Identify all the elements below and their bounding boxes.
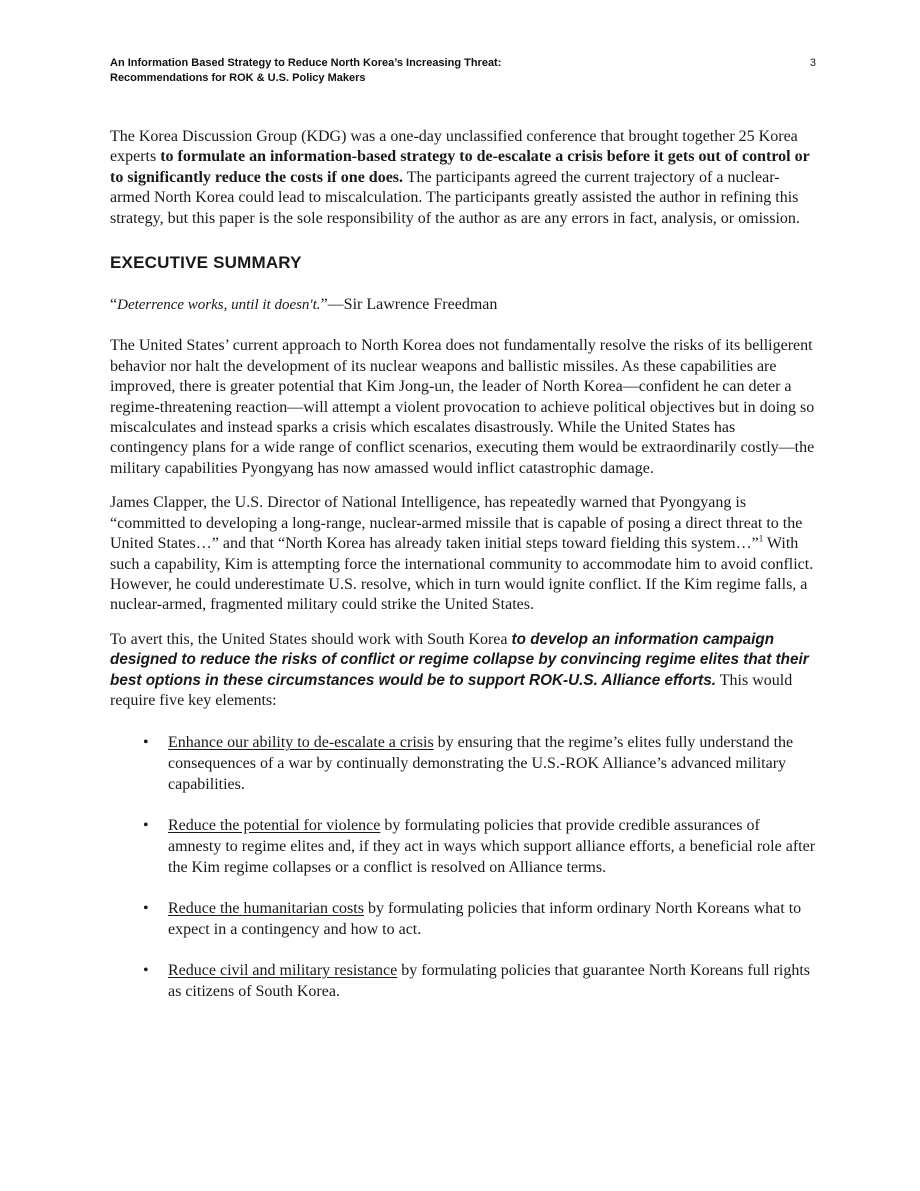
list-item-text: by ensuring that the regime’s elites fully understand the consequences of a war by continually demonstrating the U.S.-ROK Alliance’s advanced military capabilities. <box>168 734 794 794</box>
list-item-text: by formulating policies that guarantee North Koreans full rights as citizens of South Korea. <box>168 962 811 1001</box>
list-item <box>110 960 815 1002</box>
intro-bold-text: to formulate an information-based strategy to de-escalate a crisis before it gets out of control or to significantly reduce the costs if one does. <box>110 148 810 186</box>
epigraph-quote <box>110 295 815 315</box>
para3-text-a: To avert this, the United States should work with South Korea <box>110 630 512 648</box>
quote-attribution: ”—Sir Lawrence Freedman <box>320 296 498 314</box>
list-item-text: by formulating policies that inform ordinary North Koreans what to expect in a contingency and how to act. <box>168 900 802 939</box>
list-item-text: by formulating policies that provide credible assurances of amnesty to regime elites and, if they act in ways which support alliance efforts, a beneficial role after the Kim regime collapses or a conflict is resolved on Alliance terms. <box>168 817 816 877</box>
list-item-lead: Reduce civil and military resistance <box>168 962 398 980</box>
para2-text-a: James Clapper, the U.S. Director of National Intelligence, has repeatedly warned that Pyongyang is “committed to developing a long-range, nuclear-armed missile that is capable of posing a direct threat to the United States…” and that “North Korea has already taken initial steps toward fielding this system…” <box>110 494 803 553</box>
footnote-marker[interactable]: 1 <box>758 533 764 544</box>
quote-open-mark: “ <box>110 296 118 314</box>
intro-paragraph <box>110 127 815 229</box>
document-body <box>110 127 815 1022</box>
list-item <box>110 898 815 940</box>
list-item-lead: Reduce the humanitarian costs <box>168 900 364 918</box>
summary-paragraph-1: The United States’ current approach to North Korea does not fundamentally resolve the risks of its belligerent behavior nor halt the development of its nuclear weapons and ballistic missiles. As these capabilities are improved, there is greater potential that Kim Jong-un, the leader of North Korea—confident he can deter a regime-threatening reaction—will attempt a violent provocation to achieve political objectives but in doing so miscalculates and instead sparks a crisis which escalates disastrously. While the United States has contingency plans for a wide range of conflict scenarios, executing them would be extraordinarily costly—the military capabilities Pyongyang has now amassed would inflict catastrophic damage. <box>110 337 815 477</box>
page-number: 3 <box>809 57 816 69</box>
intro-text-b: The participants agreed the current trajectory of a nuclear-armed North Korea could lead to miscalculation. The participants greatly assisted the author in refining this strategy, but this paper is the sole responsibility of the author as are any errors in fact, analysis, or omission. <box>110 168 800 227</box>
bullet-icon: • <box>143 734 149 752</box>
section-heading: EXECUTIVE SUMMARY <box>110 253 302 273</box>
list-item-lead: Reduce the potential for violence <box>168 817 381 835</box>
summary-paragraph-3 <box>110 630 815 712</box>
list-item <box>110 815 815 878</box>
para3-bold-italic-text: to develop an information campaign designed to reduce the risks of conflict or regime collapse by convincing regime elites that their best options in these circumstances would be to support ROK-U.S. Alliance efforts. <box>110 630 809 689</box>
bullet-icon: • <box>143 817 149 835</box>
para2-text-b: With such a capability, Kim is attempting force the international community to accommodate him to avoid conflict. However, he could underestimate U.S. resolve, which in turn would ignite conflict. If the Kim regime falls, a nuclear-armed, fragmented military could strike the United States. <box>110 535 814 614</box>
quote-text: Deterrence works, until it doesn't. <box>117 297 321 314</box>
bullet-icon: • <box>143 900 149 918</box>
list-item <box>110 732 815 795</box>
running-header <box>110 56 710 86</box>
summary-paragraph-2 <box>110 493 815 615</box>
list-item-lead: Enhance our ability to de-escalate a crisis <box>168 734 434 752</box>
key-elements-list <box>110 732 815 1002</box>
bullet-icon: • <box>143 962 149 980</box>
intro-text-a: The Korea Discussion Group (KDG) was a one-day unclassified conference that brought together 25 Korea experts <box>110 128 798 166</box>
running-header-line-2: Recommendations for ROK & U.S. Policy Makers <box>110 72 366 84</box>
running-header-line-1: An Information Based Strategy to Reduce North Korea’s Increasing Threat: <box>110 57 502 69</box>
para3-text-b: This would require five key elements: <box>110 671 793 709</box>
